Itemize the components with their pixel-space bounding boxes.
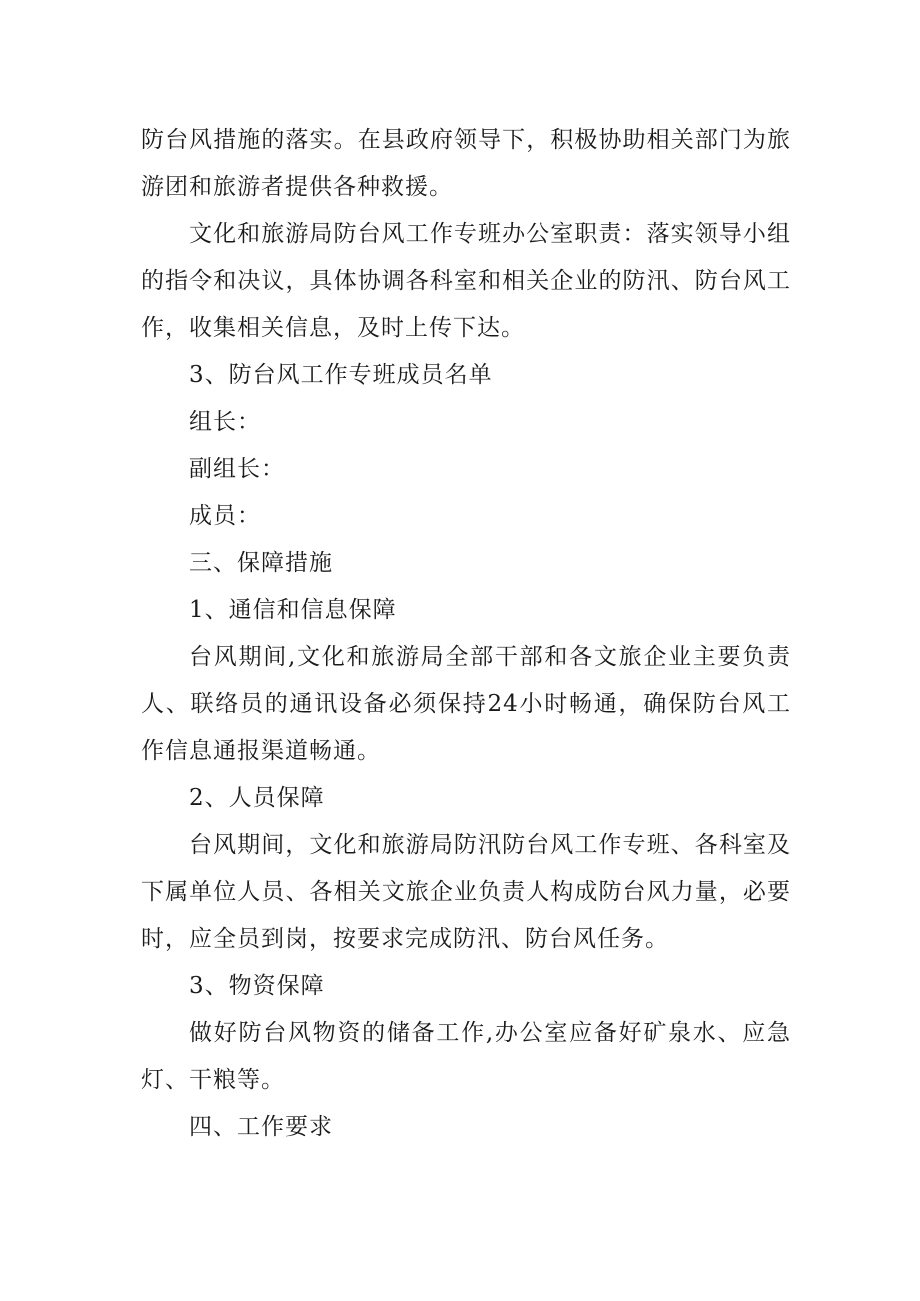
heading-member-list: 3、防台风工作专班成员名单 [189,362,493,388]
paragraph-rescue-support: 防台风措施的落实。在县政府领导下，积极协助相关部门为旅游团和旅游者提供各种救援。 [141,127,791,200]
heading-work-requirements: 四、工作要求 [189,1114,333,1140]
paragraph-materials: 做好防台风物资的储备工作,办公室应备好矿泉水、应急灯、干粮等。 [141,1020,791,1093]
paragraph-office-duties: 文化和旅游局防台风工作专班办公室职责：落实领导小组的指令和决议，具体协调各科室和相关企业的防汛、防台风工作，收集相关信息，及时上传下达。 [141,221,791,341]
paragraph-communication: 台风期间,文化和旅游局全部干部和各文旅企业主要负责人、联络员的通讯设备必须保持24小时畅通，确保防台风工作信息通报渠道畅通。 [141,644,791,764]
heading-safeguard-measures: 三、保障措施 [189,550,333,576]
paragraph-personnel: 台风期间，文化和旅游局防汛防台风工作专班、各科室及下属单位人员、各相关文旅企业负责人构成防台风力量，必要时，应全员到岗，按要求完成防汛、防台风任务。 [141,832,791,952]
document-body [141,117,791,1151]
heading-communication-safeguard: 1、通信和信息保障 [189,597,397,623]
heading-personnel-safeguard: 2、人员保障 [189,785,325,811]
heading-material-safeguard: 3、物资保障 [189,973,325,999]
label-group-leader: 组长： [189,409,261,435]
label-members: 成员： [189,503,261,529]
label-deputy-leader: 副组长： [189,456,285,482]
